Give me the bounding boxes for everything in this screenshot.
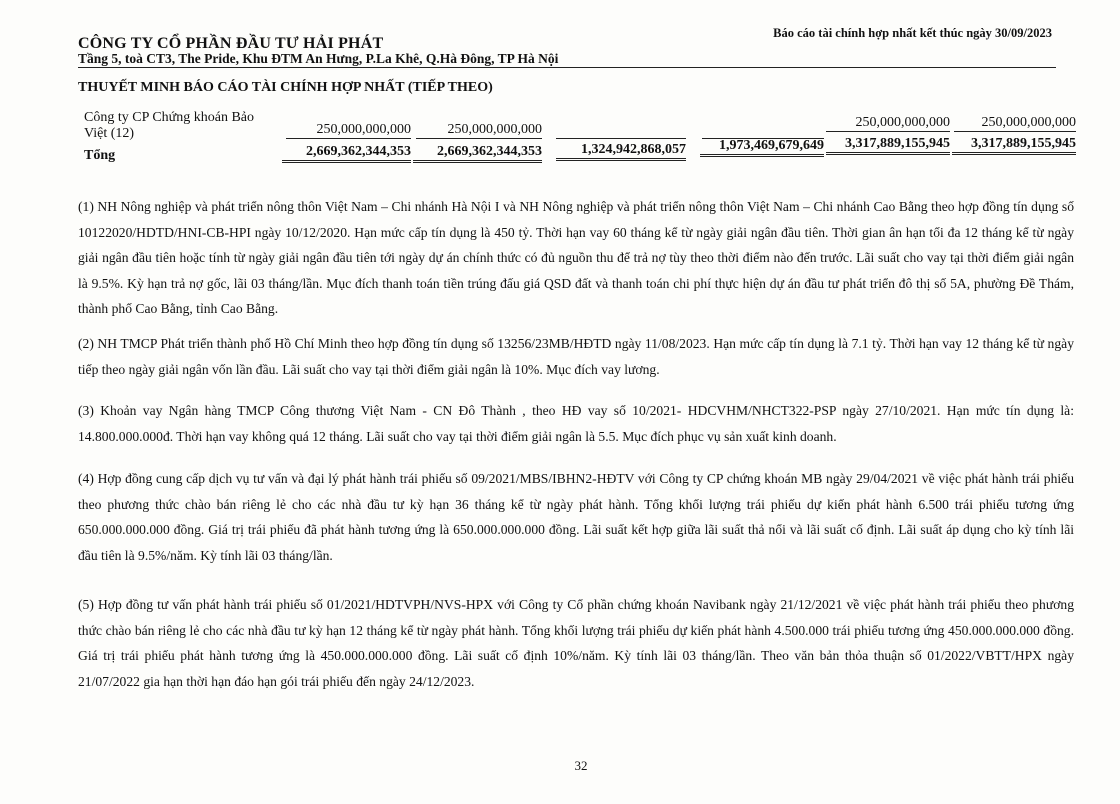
lender-value-col1: 250,000,000,000: [286, 122, 411, 139]
lender-value-col5: 250,000,000,000: [826, 115, 950, 132]
total-value-col1: 2,669,362,344,353: [282, 144, 411, 163]
total-value-col3: 1,324,942,868,057: [556, 142, 686, 161]
lender-value-col6: 250,000,000,000: [954, 115, 1076, 132]
company-address: Tầng 5, toà CT3, The Pride, Khu ĐTM An Hưng, P.La Khê, Q.Hà Đông, TP Hà Nội: [78, 51, 559, 66]
lender-value-col4: [702, 122, 824, 139]
note-1: (1) NH Nông nghiệp và phát triển nông thôn Việt Nam – Chi nhánh Hà Nội I và NH Nông nghiệp và phát triển nông thôn Việt Nam – Chi nhánh Cao Bằng theo hợp đồng tín dụng số 10122020/HDTD/HNI-CB-HPI ngày 10/12/2020. Hạn mức cấp tín dụng là 450 tỷ. Thời hạn vay 60 tháng kể từ ngày giải ngân đầu tiên. Thời gian ân hạn tối đa 12 tháng kể từ ngày giải ngân đầu tiên hoặc tính từ ngày giải ngân đầu tiên tới ngày dự án chính thức có đủ nguồn thu để trả nợ tùy theo thời điểm nào đến trước. Lãi suất cho vay tại thời điểm giải ngân là 9.5%. Kỳ hạn trả nợ gốc, lãi 03 tháng/lần. Mục đích thanh toán tiền trúng đấu giá QSD đất và thanh toán chi phí thực hiện dự án đầu tư phát triển đô thị số 5A, phường Đề Thám, thành phố Cao Bằng, tỉnh Cao Bằng.: [78, 199, 1074, 316]
row-label-lender: [84, 110, 284, 142]
page-number: 32: [574, 758, 588, 773]
total-value-col2: 2,669,362,344,353: [413, 144, 542, 163]
note-5: (5) Hợp đồng tư vấn phát hành trái phiếu số 01/2021/HDTVPH/NVS-HPX với Công ty Cổ phần chứng khoán Navibank ngày 21/12/2021 về việc phát hành trái phiếu theo phương thức chào bán riêng lẻ cho các nhà đầu tư kỳ hạn 12 tháng kể từ ngày phát hành. Tổng khối lượng trái phiếu dự kiến phát hành 4.500.000 trái phiếu tương ứng 450.000.000.000 đồng. Giá trị trái phiếu phát hành tương ứng là 450.000.000.000 đồng. Lãi suất cố định 10%/năm. Kỳ tính lãi 03 tháng/lần. Theo văn bản thỏa thuận số 01/2022/VBTT/HPX ngày 21/07/2022 gia hạn thời hạn đáo hạn gói trái phiếu đến ngày 24/12/2023.: [78, 597, 1074, 689]
lender-value-col3: [556, 122, 686, 139]
loan-table-fragment: [0, 0, 1120, 170]
note-4: (4) Hợp đồng cung cấp dịch vụ tư vấn và đại lý phát hành trái phiếu số 09/2021/MBS/IBHN2-HĐTV với Công ty CP chứng khoán MB ngày 29/04/2021 về việc phát hành trái phiếu theo phương thức chào bán riêng lẻ cho các nhà đầu tư kỳ hạn 36 tháng kể từ ngày phát hành. Tổng khối lượng trái phiếu dự kiến phát hành 6.500 trái phiếu tương ứng 650.000.000.000 đồng. Giá trị trái phiếu đã phát hành tương ứng là 650.000.000.000 đồng. Lãi suất kết hợp giữa lãi suất thả nổi và lãi suất cố định. Lãi suất áp dụng cho kỳ tính lãi đầu tiên là 9.5%/năm. Kỳ tính lãi 03 tháng/lần.: [78, 471, 1074, 563]
company-name: CÔNG TY CỔ PHẦN ĐẦU TƯ HẢI PHÁT: [78, 35, 384, 52]
report-title: Báo cáo tài chính hợp nhất kết thúc ngày 30/09/2023: [773, 26, 1052, 40]
lender-value-col2: 250,000,000,000: [416, 122, 542, 139]
total-value-col5: 3,317,889,155,945: [826, 136, 950, 155]
row-label-total: Tổng: [84, 148, 116, 163]
row-label-lender-line1: Công ty CP Chứng khoán Bảo: [84, 110, 255, 125]
total-value-col6: 3,317,889,155,945: [952, 136, 1076, 155]
note-3: (3) Khoản vay Ngân hàng TMCP Công thương Việt Nam - CN Đô Thành , theo HĐ vay số 10/2021- HDCVHM/NHCT322-PSP ngày 27/10/2021. Hạn mức tín dụng là: 14.800.000.000đ. Thời hạn vay không quá 12 tháng. Lãi suất cho vay tại thời điểm giải ngân là 5.5. Mục đích phục vụ sản xuất kinh doanh.: [78, 403, 1074, 444]
section-title: THUYẾT MINH BÁO CÁO TÀI CHÍNH HỢP NHẤT (TIẾP THEO): [78, 80, 493, 95]
total-value-col4: 1,973,469,679,649: [700, 138, 824, 157]
note-2: (2) NH TMCP Phát triển thành phố Hồ Chí Minh theo hợp đồng tín dụng số 13256/23MB/HĐTD ngày 11/08/2023. Hạn mức cấp tín dụng là 7.1 tỷ. Thời hạn vay 12 tháng kể từ ngày tiếp theo ngày giải ngân vốn lần đầu. Lãi suất cho vay tại thời điểm giải ngân là 10%. Mục đích vay lương.: [78, 336, 1074, 377]
row-label-lender-line2: Việt (12): [84, 126, 135, 141]
